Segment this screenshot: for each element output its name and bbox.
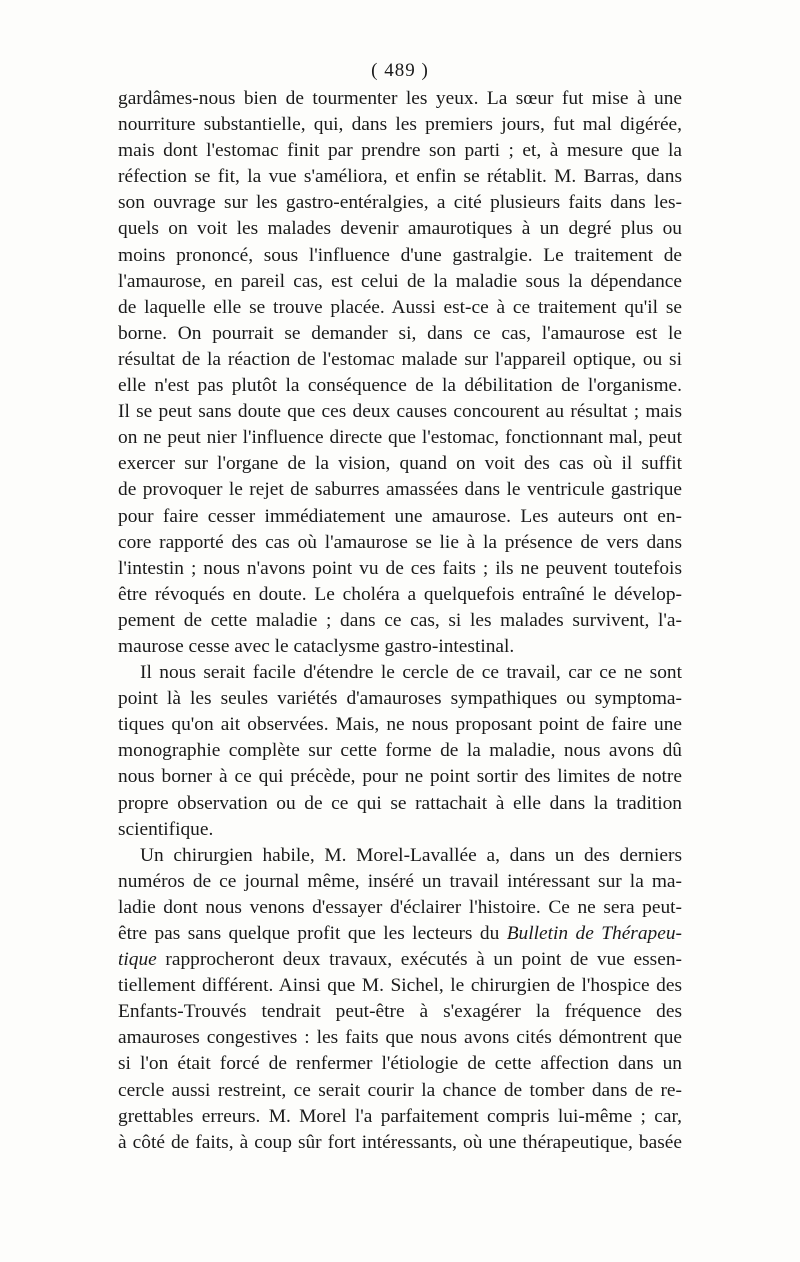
text-line: ladie dont nous venons d'essayer d'éclairer l'histoire. Ce ne sera peut- bbox=[118, 896, 682, 918]
text-line: si l'on était forcé de renfermer l'étiologie de cette affection dans un bbox=[118, 1053, 682, 1075]
text-line: tiques qu'on ait observées. Mais, ne nous proposant point de faire une bbox=[118, 714, 682, 736]
text-line: propre observation ou de ce qui se rattachait à elle dans la tradition bbox=[118, 792, 682, 814]
page-number: ( 489 ) bbox=[371, 60, 429, 81]
text-line: Enfants-Trouvés tendrait peut-être à s'exagérer la fréquence des bbox=[118, 1001, 682, 1023]
text-line: réfection se fit, la vue s'améliora, et enfin se rétablit. M. Barras, dans bbox=[118, 166, 682, 188]
text-line: numéros de ce journal même, inséré un travail intéressant sur la ma- bbox=[118, 870, 682, 892]
text-line: mais dont l'estomac finit par prendre son parti ; et, à mesure que la bbox=[118, 140, 682, 162]
text-line: cercle aussi restreint, ce serait courir la chance de tomber dans de re- bbox=[118, 1079, 682, 1101]
paragraph-1 bbox=[118, 86, 682, 660]
text-line: résultat de la réaction de l'estomac malade sur l'appareil optique, ou si bbox=[118, 348, 682, 370]
text-line: monographie complète sur cette forme de la maladie, nous avons dû bbox=[118, 740, 682, 762]
text-line: Un chirurgien habile, M. Morel-Lavallée a, dans un des derniers bbox=[140, 844, 682, 866]
text-line: nourriture substantielle, qui, dans les premiers jours, fut mal digérée, bbox=[118, 114, 682, 136]
text-line: l'amaurose, en pareil cas, est celui de la maladie sous la dépendance bbox=[118, 270, 682, 292]
italic-fragment: tique bbox=[118, 949, 157, 971]
text-line: Il se peut sans doute que ces deux causes concourent au résultat ; mais bbox=[118, 401, 682, 423]
text-line: scientifique. bbox=[118, 818, 214, 840]
text-line: Il nous serait facile d'étendre le cercle de ce travail, car ce ne sont bbox=[140, 662, 682, 684]
text-line: borne. On pourrait se demander si, dans ce cas, l'amaurose est le bbox=[118, 322, 682, 344]
text-line: pement de cette maladie ; dans ce cas, si les malades survivent, l'a- bbox=[118, 609, 682, 631]
text-line-with-italic bbox=[118, 947, 682, 973]
text-line: core rapporté des cas où l'amaurose se lie à la présence de vers dans bbox=[118, 531, 682, 553]
text-line: quels on voit les malades devenir amaurotiques à un degré plus ou bbox=[118, 218, 682, 240]
text-fragment: rapprocheront deux travaux, exécutés à un point de vue essen- bbox=[165, 949, 682, 971]
text-line: de laquelle elle se trouve placée. Aussi est-ce à ce traitement qu'il se bbox=[118, 296, 682, 318]
text-line: grettables erreurs. M. Morel l'a parfaitement compris lui-même ; car, bbox=[118, 1105, 682, 1127]
text-fragment: être pas sans quelque profit que les lecteurs du bbox=[118, 923, 500, 944]
text-line: tiellement différent. Ainsi que M. Sichel, le chirurgien de l'hospice des bbox=[118, 975, 682, 997]
text-line: à côté de faits, à coup sûr fort intéressants, où une thérapeutique, basée bbox=[118, 1131, 682, 1153]
text-line: maurose cesse avec le cataclysme gastro-intestinal. bbox=[118, 635, 515, 657]
text-line: l'intestin ; nous n'avons point vu de ces faits ; ils ne peuvent toutefois bbox=[118, 557, 682, 579]
text-line: pour faire cesser immédiatement une amaurose. Les auteurs ont en- bbox=[118, 505, 682, 527]
text-line: son ouvrage sur les gastro-entéralgies, a cité plusieurs faits dans les- bbox=[118, 192, 682, 214]
paragraph-3 bbox=[118, 843, 682, 1156]
text-line: on ne peut nier l'influence directe que l'estomac, fonctionnant mal, peut bbox=[118, 427, 682, 449]
body-text bbox=[118, 86, 682, 1156]
text-line: point là les seules variétés d'amauroses sympathiques ou symptoma- bbox=[118, 688, 682, 710]
text-line: moins prononcé, sous l'influence d'une gastralgie. Le traitement de bbox=[118, 244, 682, 266]
text-line-with-italic bbox=[118, 921, 682, 947]
text-line: exercer sur l'organe de la vision, quand on voit des cas où il suffit bbox=[118, 453, 682, 475]
paragraph-2 bbox=[118, 660, 682, 843]
text-line: nous borner à ce qui précède, pour ne point sortir des limites de notre bbox=[118, 766, 682, 788]
text-line: elle n'est pas plutôt la conséquence de la débilitation de l'organisme. bbox=[118, 375, 682, 397]
italic-title: Bulletin de Thérapeu- bbox=[506, 923, 682, 944]
text-line: de provoquer le rejet de saburres amassées dans le ventricule gastrique bbox=[118, 479, 682, 501]
text-line: gardâmes-nous bien de tourmenter les yeux. La sœur fut mise à une bbox=[118, 88, 682, 109]
text-line: être révoqués en doute. Le choléra a quelquefois entraîné le dévelop- bbox=[118, 583, 682, 605]
text-line: amauroses congestives : les faits que nous avons cités démontrent que bbox=[118, 1027, 682, 1049]
